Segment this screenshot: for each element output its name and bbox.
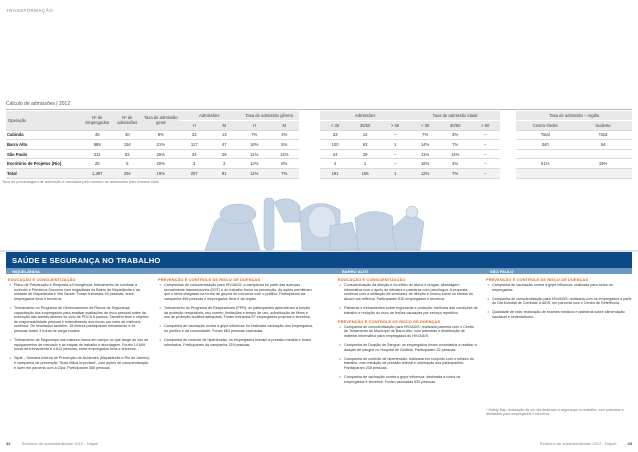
list-item: • Plano de Preparação e Resposta a Emergência: treinamento de combate a incêndio e Primeiros Socorros com brigadistas do Bairro de Niquelândia e da unidade de Niquelândia e Vila Saúde. Foram treinados 93 pessoas, entre empregados fixos e terceiros.: [8, 283, 150, 301]
cell-rh: 16%: [239, 140, 269, 150]
cell-a1: 24: [320, 149, 350, 159]
cell-adm: 294: [112, 169, 142, 179]
cell-r1: 7%: [410, 130, 440, 140]
column-niquelandia-education: [8, 278, 150, 375]
cell-rm: 7%: [269, 169, 299, 179]
cell-a1: 4: [320, 159, 350, 169]
table-row: [6, 159, 632, 169]
cell-c2: Total: [574, 130, 632, 140]
list-item: • Qualidade de vida: realização de exames médicos e palestras sobre alimentação saudável e sedentarismo.: [486, 310, 632, 319]
cell-h: 33: [179, 130, 209, 140]
table-note: Taxa de porcentagem de admissão é calculada pelo número de admissões pelo número total.: [2, 180, 160, 184]
list-item: • Palestras e treinamentos sobre ergonomia e proteção: melhoria das condições de trabalho e redução do risco de lesões causadas por esforço repetitivo.: [338, 306, 478, 315]
section-banner: [6, 252, 632, 268]
cell-emp: 1,387: [82, 169, 112, 179]
column-heading: PREVENÇÃO E CONTROLE DE RISCO DE DOENÇAS: [158, 277, 261, 282]
cell-rm: 3%: [269, 130, 299, 140]
spacer: [299, 149, 320, 159]
sub-h: H: [239, 121, 269, 131]
cell-c1: 61%: [516, 159, 574, 169]
age-under-30: < 30: [320, 121, 350, 131]
list-item: • Conscientização da direção e do efeito do álcool e drogas: abordagem informativa com o apoio de debates e palestras com psicólogos. A proposta continua com a utilização de simulador de direção e ensino sobre os efeitos do álcool nos reflexos. Participaram 530 empregados e terceiros.: [338, 283, 478, 301]
spacer: [299, 159, 320, 169]
row-name: Total: [6, 169, 82, 179]
region-centro-oeste: Centro-Oeste: [516, 121, 574, 131]
row-name: Barro Alto: [6, 140, 82, 150]
cell-m: 47: [209, 140, 239, 150]
cell-emp: 211: [82, 149, 112, 159]
cell-m: 29: [209, 149, 239, 159]
region-niquelandia: NIQUELÂNDIA: [12, 268, 40, 274]
cell-adm: 40: [112, 130, 142, 140]
cell-a2: 29: [350, 149, 380, 159]
footer-right-text: Relatório de sustentabilidade 2012 - Níquel: [539, 441, 617, 446]
row-name: Cabinda: [6, 130, 82, 140]
footer-left: [6, 441, 98, 446]
cell-h: 117: [179, 140, 209, 150]
cell-a3: –: [380, 130, 410, 140]
cell-c2: [574, 149, 632, 159]
spacer: [299, 169, 320, 179]
spacer: [500, 149, 516, 159]
list-item: • Sipat – Semana Interna de Prevenção de Acidentes (Niquelândia e Rio de Janeiro) e campanha de prevenção “Suas Mãos Importam”, com ações de conscientização e lazer em parceria com a Cipa. Participaram 585 pessoas.: [8, 356, 150, 370]
cell-emp: 689: [82, 140, 112, 150]
cell-r2: 7%: [440, 140, 470, 150]
spacer: [500, 159, 516, 169]
column-heading: EDUCAÇÃO E CONSCIENTIZAÇÃO: [8, 277, 76, 282]
cell-r2: 4%: [440, 159, 470, 169]
region-barro-alto: BARRO ALTO: [342, 268, 369, 274]
cell-rate: 9%: [142, 130, 179, 140]
cell-rate: 20%: [142, 159, 179, 169]
cell-r3: –: [470, 149, 500, 159]
cell-a2: 1: [350, 159, 380, 169]
cell-a3: 1: [380, 140, 410, 150]
list-item: • Campanha de Doação de Sangue: os empregados foram convidados a realizar a doação de sangue no Hospital de Goiânia. Participaram 32 pessoas.: [338, 343, 478, 352]
spacer: [299, 111, 320, 130]
cell-a1: 100: [320, 140, 350, 150]
column-sao-paulo: [486, 278, 632, 324]
spacer: [500, 111, 516, 130]
section-tag: TRANSFORMAÇÃO: [6, 8, 54, 13]
column-niquelandia-prevention: [158, 278, 314, 352]
age-30-50: 30/50: [440, 121, 470, 131]
header-group-age-rate: Taxa de admissão idade: [410, 111, 500, 121]
cell-r1: 14%: [410, 140, 440, 150]
cell-rate: 21%: [142, 140, 179, 150]
header-operation: Operação: [6, 111, 82, 130]
header-group-region-rate: Taxa de admissão – região: [516, 111, 632, 121]
cell-r2: 3%: [440, 130, 470, 140]
region-sao-paulo: SÃO PAULO: [490, 268, 514, 274]
spacer: [500, 140, 516, 150]
cell-h: 3: [179, 159, 209, 169]
table-row: [6, 169, 632, 179]
footer-left-text: Relatório de sustentabilidade 2012 - Níquel: [21, 441, 99, 446]
cell-c2: [574, 169, 632, 179]
cell-a3: –: [380, 149, 410, 159]
cell-a1: 33: [320, 130, 350, 140]
cell-adm: 154: [112, 140, 142, 150]
cell-a3: 1: [380, 169, 410, 179]
cell-emp: 45: [82, 130, 112, 140]
column-heading: PREVENÇÃO E CONTROLE DE RISCO DE DOENÇAS: [338, 318, 441, 324]
header-group-gender-rate: Taxa de admissão gênero: [239, 111, 299, 121]
sub-m: M: [269, 121, 299, 131]
cell-rm: 8%: [269, 159, 299, 169]
header-admissions: Nº de admissões: [112, 111, 142, 130]
cell-m: 2: [209, 159, 239, 169]
list-item: • Campanha de conscientização para HIV/AIDS: realizada com os empregados a partir do Dia Mundial de Combate à AIDS, em parceria com o Centro de Referência.: [486, 297, 632, 306]
list-item: • Campanha de vacinação contra a gripe influenza: realizada para todos os empregados.: [486, 283, 632, 292]
footer-right: [540, 441, 632, 446]
list-item: • Campanha de vacinação contra a gripe influenza: destinada a todos os empregados e terceiros. Foram vacinadas 530 pessoas.: [338, 375, 478, 384]
spacer: [500, 169, 516, 179]
column-heading: PREVENÇÃO E CONTROLE DE RISCO DE DOENÇAS: [486, 277, 589, 282]
cell-m: 91: [209, 169, 239, 179]
cell-rh: 7%: [239, 130, 269, 140]
list-item: • Campanha de controle de hipertensão: os empregados tiveram a pressão medida e foram orientados. Participaram da campanha 339 pessoas.: [158, 338, 314, 347]
cell-a2: 63: [350, 140, 380, 150]
cell-h: 207: [179, 169, 209, 179]
cell-r3: –: [470, 130, 500, 140]
table-row: [6, 140, 632, 150]
header-group-age-admissions: Admissões: [320, 111, 410, 121]
column-barro-alto: [338, 278, 478, 389]
cell-rh: 12%: [239, 159, 269, 169]
region-sudeste: Sudeste: [574, 121, 632, 131]
cell-r3: –: [470, 140, 500, 150]
cell-a2: 12: [350, 130, 380, 140]
cell-h: 24: [179, 149, 209, 159]
header-employees: Nº de Empregados: [82, 111, 112, 130]
cell-a3: –: [380, 159, 410, 169]
cell-rate: 19%: [142, 169, 179, 179]
spacer: [299, 140, 320, 150]
sub-h: H: [179, 121, 209, 131]
cell-rm: 14%: [269, 149, 299, 159]
cell-adm: 53: [112, 149, 142, 159]
cell-emp: 25: [82, 159, 112, 169]
header-rate: Taxa de admissão geral: [142, 111, 179, 130]
cell-r1: 12%: [410, 169, 440, 179]
list-item: • Campanha de conscientização para HIV/AIDS: realizada parceria com o Centro de Tratamento do Município de Barro Alto, com palestras e distribuição de material informativo para empregados do HIV/AIDS.: [338, 325, 478, 339]
age-under-30: < 30: [410, 121, 440, 131]
list-item: • Treinamento do Programa de Respiradores (PPR): os participantes aprenderam a função da proteção respiratória, uso correto, limitações e tempo de uso, substituição de filtros e uso de proteção auditiva adequada. Foram treinados 57 empregados próprios e terceiros.: [158, 306, 314, 320]
footnote: * Safety Day: realização de um dia dedicado à segurança no trabalho, com palestras e atividades para empregados e terceiros.: [486, 408, 624, 417]
page-number-left: 42: [6, 441, 11, 446]
cell-r3: –: [470, 169, 500, 179]
column-heading: EDUCAÇÃO E CONSCIENTIZAÇÃO: [338, 277, 406, 282]
cell-r1: 11%: [410, 149, 440, 159]
spacer: [500, 130, 516, 140]
cell-adm: 5: [112, 159, 142, 169]
list-item: • Treinamento de Segurança nos maiores riscos em campo no que tange ao uso de equipamentos de mercado e às etapas de trabalho e abordagem. Foram 14.609 horas de treinamento e 4.812 pessoas, entre empregados fixos e terceiros.: [8, 338, 150, 352]
divider: [6, 109, 632, 110]
cell-c2: 19%: [574, 159, 632, 169]
cell-rh: 11%: [239, 169, 269, 179]
cell-c1: [516, 149, 574, 159]
cell-c2: 54: [574, 140, 632, 150]
spacer: [299, 130, 320, 140]
region-bar: [6, 268, 632, 274]
table-title: Cálculo de admissões | 2012: [6, 101, 71, 107]
banner-title: SAÚDE E SEGURANÇA NO TRABALHO: [12, 256, 161, 265]
row-name: São Paulo: [6, 149, 82, 159]
header-group-admissions: Admissões: [179, 111, 239, 121]
sub-m: M: [209, 121, 239, 131]
cell-c1: [516, 169, 574, 179]
cell-c1: 340: [516, 140, 574, 150]
page-number-right: 43: [627, 441, 632, 446]
safety-equipment-image: [0, 192, 638, 252]
age-30-50: 30/50: [350, 121, 380, 131]
cell-c1: Total: [516, 130, 574, 140]
age-over-50: > 50: [380, 121, 410, 131]
age-over-50: > 50: [470, 121, 500, 131]
cell-r1: 16%: [410, 159, 440, 169]
list-item: • Campanha de controle de hipertensão: realizada em conjunto com o médico do trabalho, com medição de pressão arterial e orientação aos participantes. Participaram 238 pessoas.: [338, 357, 478, 371]
cell-rate: 25%: [142, 149, 179, 159]
cell-a2: 106: [350, 169, 380, 179]
cell-a1: 191: [320, 169, 350, 179]
cell-r3: –: [470, 159, 500, 169]
cell-r2: 14%: [440, 149, 470, 159]
table-row: [6, 130, 632, 140]
cell-m: 13: [209, 130, 239, 140]
row-name: Escritório de Projetos (Rio): [6, 159, 82, 169]
cell-rh: 11%: [239, 149, 269, 159]
list-item: • Campanhas de conscientização para HIV/AIDS: a campanha foi parte das doenças sexualmente transmissíveis (DST) e do trabalho focou na prevenção. As ações permitiram que o tema chegasse na forma de grupos de conversa com o público. Participaram da campanha 496 pessoas e empregados fixos e da região.: [158, 283, 314, 301]
cell-r2: 7%: [440, 169, 470, 179]
table-row: [6, 149, 632, 159]
admissions-table: [6, 111, 632, 179]
list-item: • Treinamento no Programa de Gerenciamento de Riscos de Segurança: capacitação dos empregados para analisar avaliações de risco pessoal antes da execução das tarefas através do ciclo de PDCA 6 passos. Também teve o objetivo de responsabilidade pessoal e entendimento dos riscos por meio de melhoria contínua. Os resultados também. 28 líderes participaram treinamento e 44 pessoas foram 3 horas de carga horária.: [8, 306, 150, 334]
list-item: • Campanha de vacinação contra a gripe influenza: foi realizada vacinação dos empregados, do público e da comunidade. Foram 663 pessoas vacinadas.: [158, 324, 314, 333]
cell-rm: 5%: [269, 140, 299, 150]
